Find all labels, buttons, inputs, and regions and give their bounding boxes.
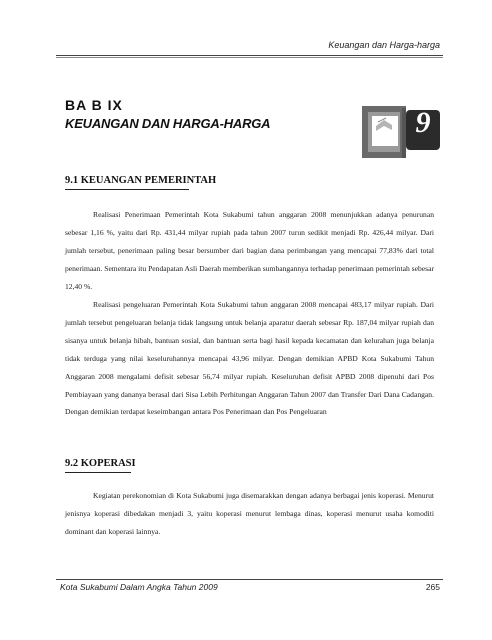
section-underline bbox=[65, 472, 131, 473]
running-header: Keuangan dan Harga-harga bbox=[328, 40, 440, 50]
paragraph-pengeluaran: Realisasi pengeluaran Pemerintah Kota Sukabumi tahun anggaran 2008 mencapai 483,17 milyar rupiah. Dari jumlah tersebut pengeluaran belanja tidak langsung untuk belanja aparatur daerah sebesar Rp. 187,04 milyar rupiah dan sisanya untuk belanja hibah, bantuan sosial, dan bantuan serta bagi hasil kepada kecamatan dan kelurahan juga belanja tidak terduga yang nilai keseluruhannya mencapai 43,96 milyar. Dengan demikian APBD Kota Sukabumi Tahun Anggaran 2008 mengalami defisit sebesar 56,74 milyar rupiah. Keseluruhan defisit APBD 2008 dipenuhi dari Pos Pembiayaan yang dananya berasal dari Sisa Lebih Perhitungan Anggaran Tahun 2007 dan Transfer Dari Dana Cadangan. Dengan demikian terdapat keseimbangan antara Pos Penerimaan dan Pos Pengeluaran bbox=[65, 300, 434, 417]
section-title-9-1: 9.1 KEUANGAN PEMERINTAH bbox=[65, 175, 217, 186]
page-number: 265 bbox=[425, 582, 440, 592]
chapter-title: KEUANGAN DAN HARGA-HARGA bbox=[65, 116, 271, 131]
footer-publication: Kota Sukabumi Dalam Angka Tahun 2009 bbox=[60, 582, 218, 592]
chapter-number: 9 bbox=[415, 106, 431, 139]
section-title-9-2: 9.2 KOPERASI bbox=[65, 458, 136, 469]
paragraph-koperasi: Kegiatan perekonomian di Kota Sukabumi juga disemarakkan dengan adanya berbagai jenis koperasi. Menurut jenisnya koperasi dibedakan menjadi 3, yaitu koperasi menurut lembaga dinas, koperasi menurut usaha komoditi dominant dan koperasi lainnya. bbox=[65, 491, 434, 536]
paragraph-penerimaan: Realisasi Penerimaan Pemerintah Kota Sukabumi tahun anggaran 2008 menunjukkan adanya penurunan sebesar 1,16 %, yaitu dari Rp. 431,44 milyar rupiah pada tahun 2007 turun sedikit menjadi Rp. 426,44 milyar. Dari jumlah tersebut, penerimaan paling besar bersumber dari bagian dana perimbangan yang mencapai 77,83% dari total penerimaan. Sementara itu Pendapatan Asli Daerah memberikan sumbangannya terhadap penerimaan pemerintah sebesar 12,40 %. bbox=[65, 210, 434, 291]
header-rule-thin bbox=[56, 57, 443, 58]
chapter-label: BA B IX bbox=[65, 97, 123, 113]
section-underline bbox=[65, 189, 189, 190]
footer-rule bbox=[56, 579, 443, 580]
header-rule bbox=[56, 55, 443, 56]
